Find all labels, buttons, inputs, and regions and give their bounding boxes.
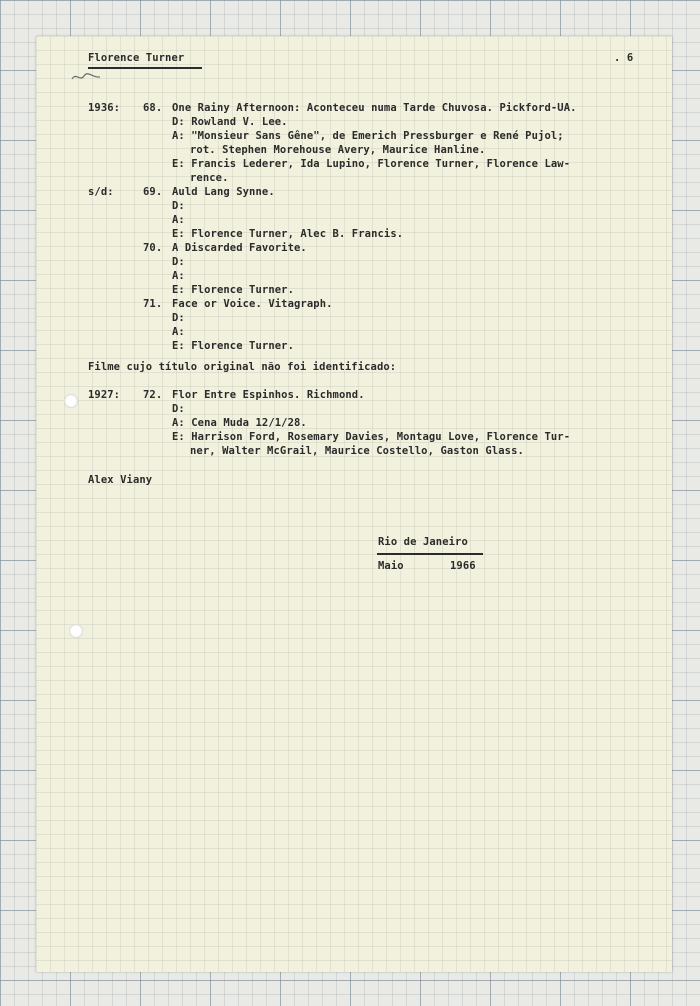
entry-year: 1936: — [88, 102, 121, 114]
entry-number: 71. — [143, 298, 163, 310]
film-title: Face or Voice. Vitagraph. — [172, 298, 333, 310]
director-line: D: Rowland V. Lee. — [172, 116, 288, 128]
typed-page — [36, 36, 672, 972]
page-number: . 6 — [614, 52, 634, 64]
cast-line: E: Florence Turner. — [172, 340, 295, 352]
entry-number: 72. — [143, 389, 163, 401]
film-title: One Rainy Afternoon: Aconteceu numa Tarde Chuvosa. Pickford-UA. — [172, 102, 577, 114]
signoff-place: Rio de Janeiro — [378, 536, 468, 548]
entry-year: s/d: — [88, 186, 114, 198]
entry-number: 69. — [143, 186, 163, 198]
director-line: D: — [172, 312, 185, 324]
source-line: A: "Monsieur Sans Gêne", de Emerich Pressburger e René Pujol; — [172, 130, 564, 142]
entry-number: 70. — [143, 242, 163, 254]
director-line: D: — [172, 403, 185, 415]
cast-line: E: Francis Lederer, Ida Lupino, Florence Turner, Florence Law- — [172, 158, 571, 170]
source-line: A: — [172, 326, 185, 338]
signoff-month: Maio — [378, 560, 404, 572]
heading-underline — [88, 67, 202, 69]
signoff-rule — [377, 553, 483, 555]
punch-hole-bottom — [69, 624, 83, 638]
author-heading: Florence Turner — [88, 52, 185, 64]
signoff-year: 1966 — [450, 560, 476, 572]
source-line: A: — [172, 270, 185, 282]
film-title: A Discarded Favorite. — [172, 242, 307, 254]
entry-year: 1927: — [88, 389, 121, 401]
director-line: D: — [172, 256, 185, 268]
source-line: A: — [172, 214, 185, 226]
source-line-cont: rot. Stephen Morehouse Avery, Maurice Hanline. — [190, 144, 486, 156]
pencil-mark — [70, 70, 110, 84]
cast-line-cont: rence. — [190, 172, 229, 184]
source-line: A: Cena Muda 12/1/28. — [172, 417, 307, 429]
cast-line: E: Florence Turner. — [172, 284, 295, 296]
entry-number: 68. — [143, 102, 163, 114]
director-line: D: — [172, 200, 185, 212]
punch-hole-top — [64, 394, 78, 408]
cast-line-cont: ner, Walter McGrail, Maurice Costello, Gaston Glass. — [190, 445, 524, 457]
section-note: Filme cujo título original não foi identificado: — [88, 361, 397, 373]
film-title: Flor Entre Espinhos. Richmond. — [172, 389, 365, 401]
cast-line: E: Florence Turner, Alec B. Francis. — [172, 228, 404, 240]
cast-line: E: Harrison Ford, Rosemary Davies, Montagu Love, Florence Tur- — [172, 431, 571, 443]
film-title: Auld Lang Synne. — [172, 186, 275, 198]
author-signature: Alex Viany — [88, 474, 153, 486]
